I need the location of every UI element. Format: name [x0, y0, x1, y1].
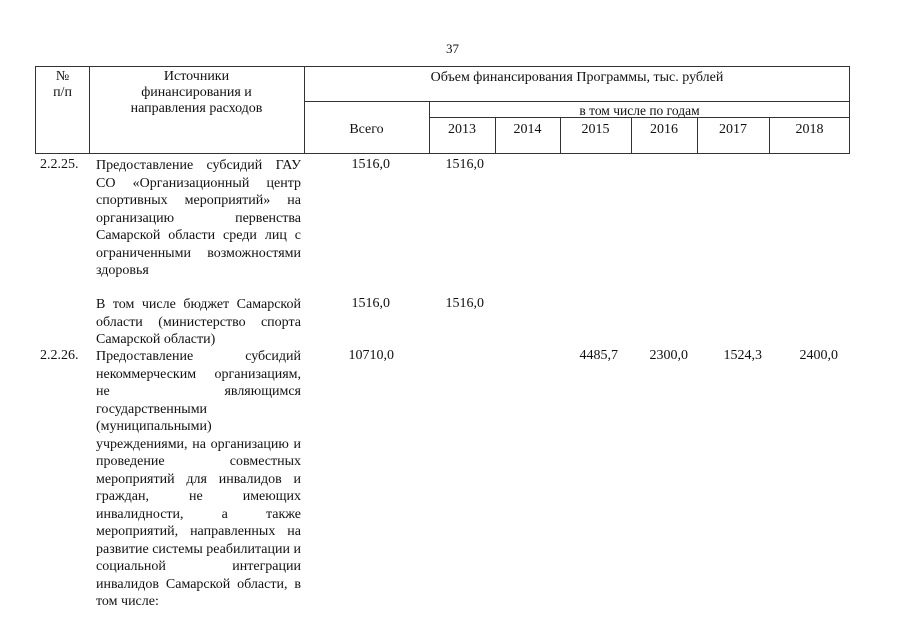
- cell-total: 10710,0: [348, 348, 394, 363]
- header-sources: Источники финансирования и направления расходов: [130, 69, 263, 116]
- header-by-years: в том числе по годам: [579, 103, 700, 118]
- header-year-2015: 2015: [581, 122, 610, 137]
- header-number: № п/п: [53, 69, 72, 100]
- row-divider: [304, 101, 849, 102]
- cell-total: 1516,0: [351, 157, 390, 172]
- row-number: 2.2.25.: [40, 157, 79, 172]
- row-number: 2.2.26.: [40, 348, 79, 363]
- header-year-2016: 2016: [650, 122, 678, 137]
- row-description: В том числе бюджет Самарской области (министерство спорта Самарской области): [96, 297, 301, 347]
- header-year-2013: 2013: [448, 122, 476, 137]
- row-description: Предоставление субсидий некоммерческим организациям, не являющимся государственными (муниципальными) учреждениями, на организацию и проведение совместных мероприятий для инвалидов и граждан, не имеющих инвалидности, а также мероприятий, направленных на развитие системы реабилитации и социальной интеграции инвалидов Самарской области, в том числе:: [96, 349, 301, 609]
- header-funding: Объем финансирования Программы, тыс. рублей: [430, 70, 724, 85]
- cell-2013: 1516,0: [445, 296, 484, 311]
- cell-2016: 2300,0: [649, 348, 688, 363]
- row-description: Предоставление субсидий ГАУ СО «Организационный центр спортивных мероприятий» на организацию первенства Самарской области среди лиц с ограниченными возможностями здоровья: [96, 158, 301, 278]
- cell-2018: 2400,0: [799, 348, 838, 363]
- cell-2015: 4485,7: [579, 348, 618, 363]
- header-year-2014: 2014: [513, 122, 542, 137]
- header-year-2018: 2018: [795, 122, 824, 137]
- page-number: 37: [446, 41, 459, 56]
- table-header: [35, 66, 850, 154]
- cell-2017: 1524,3: [723, 348, 762, 363]
- cell-total: 1516,0: [351, 296, 390, 311]
- cell-2013: 1516,0: [445, 157, 484, 172]
- header-total: Всего: [349, 122, 384, 137]
- header-year-2017: 2017: [719, 122, 747, 137]
